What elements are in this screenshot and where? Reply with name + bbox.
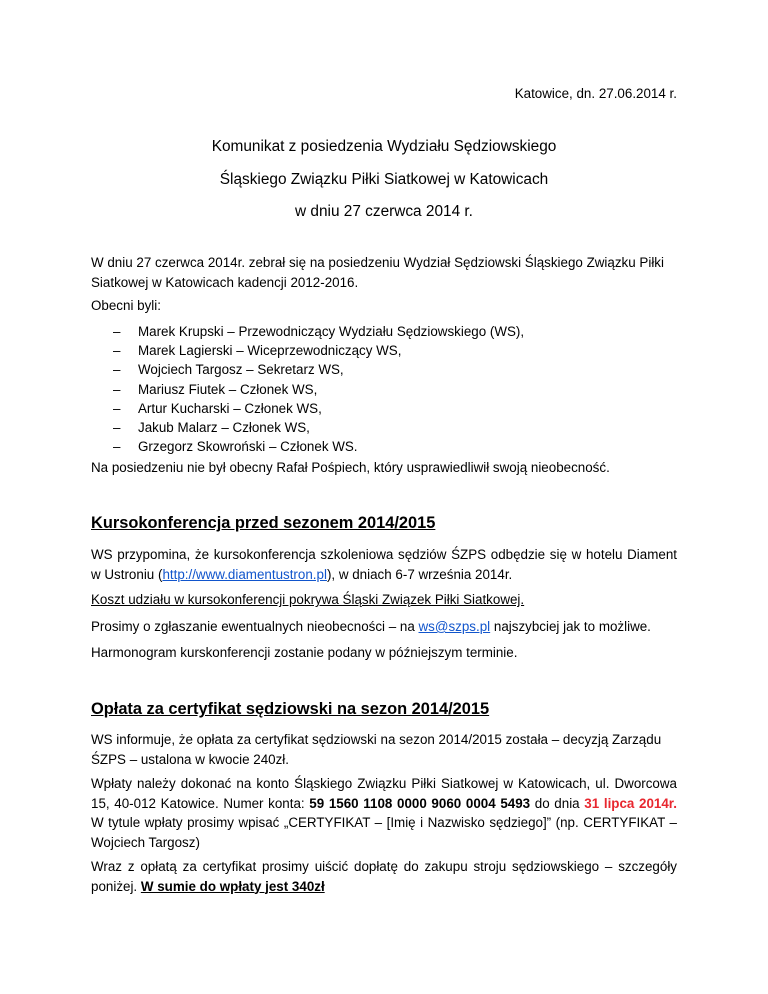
member-text: Artur Kucharski – Członek WS,	[138, 400, 322, 416]
member-text: Mariusz Fiutek – Członek WS,	[138, 381, 318, 397]
member-text: Jakub Malarz – Członek WS,	[138, 419, 310, 435]
member-text: Wojciech Targosz – Sekretarz WS,	[138, 362, 344, 378]
section1-cost-note: Koszt udziału w kursokonferencji pokrywa Śląski Związek Piłki Siatkowej.	[91, 592, 525, 607]
member-item	[91, 437, 677, 456]
section2-paragraph-1: WS informuje, że opłata za certyfikat sędziowski na sezon 2014/2015 została – decyzją Zarządu ŚZPS – ustalona w kwocie 240zł.	[91, 732, 662, 767]
member-item	[91, 360, 677, 379]
dash-bullet-icon: –	[113, 362, 121, 378]
members-list	[91, 322, 677, 456]
member-text: Marek Krupski – Przewodniczący Wydziału Sędziowskiego (WS),	[138, 324, 525, 339]
absence-note: Na posiedzeniu nie był obecny Rafał Pośpiech, który usprawiedliwił swoją nieobecność.	[91, 460, 610, 475]
hotel-website-link[interactable]: http://www.diamentustron.pl	[162, 566, 327, 582]
member-item	[91, 380, 677, 399]
member-item	[91, 341, 677, 360]
section-heading-oplata: Opłata za certyfikat sędziowski na sezon 2014/2015	[91, 700, 490, 718]
dash-bullet-icon: –	[113, 400, 121, 416]
payment-deadline: 31 lipca 2014r.	[584, 795, 677, 811]
member-text: Grzegorz Skowroński – Członek WS.	[138, 439, 358, 455]
document-date: Katowice, dn. 27.06.2014 r.	[514, 86, 677, 101]
section1-paragraph-1: WS przypomina, że kursokonferencja szkoleniowa sędziów ŚZPS odbędzie się w hotelu Diament w Ustroniu (http://www.diamentustron.pl), w dniach 6-7 września 2014r.	[91, 547, 677, 582]
section1-paragraph-3: Prosimy o zgłaszanie ewentualnych nieobecności – na ws@szps.pl najszybciej jak to możliwe.	[91, 619, 651, 634]
section1-paragraph-4: Harmonogram kurskonferencji zostanie podany w późniejszym terminie.	[91, 645, 518, 660]
dash-bullet-icon: –	[113, 381, 121, 397]
dash-bullet-icon: –	[113, 324, 121, 339]
bank-account-number: 59 1560 1108 0000 9060 0004 5493	[309, 795, 531, 811]
section-heading-kursokonferencja: Kursokonferencja przed sezonem 2014/2015	[91, 514, 436, 532]
present-label: Obecni byli:	[91, 298, 161, 313]
section2-paragraph-3: Wraz z opłatą za certyfikat prosimy uiścić dopłatę do zakupu stroju sędziowskiego – szczegóły poniżej. W sumie do wpłaty jest 340zł	[91, 859, 677, 894]
title-line-3: w dniu 27 czerwca 2014 r.	[295, 203, 473, 220]
member-item	[91, 418, 677, 437]
title-line-1: Komunikat z posiedzenia Wydziału Sędziowskiego	[211, 138, 557, 155]
member-item	[91, 399, 677, 418]
member-item	[91, 322, 677, 341]
dash-bullet-icon: –	[113, 419, 121, 435]
title-line-2: Śląskiego Związku Piłki Siatkowej w Katowicach	[219, 171, 549, 188]
dash-bullet-icon: –	[113, 343, 121, 359]
section2-paragraph-2: Wpłaty należy dokonać na konto Śląskiego Związku Piłki Siatkowej w Katowicach, ul. Dworcowa 15, 40-012 Katowice. Numer konta: 59 1560 1108 0000 9060 0004 5493 do dnia 31 lipca 2014r. W tytule wpłaty prosimy wpisać „CERTYFIKAT – [Imię i Nazwisko sędziego]” (np. CERTYFIKAT – Wojciech Targosz)	[91, 776, 677, 850]
dash-bullet-icon: –	[113, 439, 121, 455]
intro-paragraph: W dniu 27 czerwca 2014r. zebrał się na posiedzeniu Wydział Sędziowski Śląskiego Związku Piłki Siatkowej w Katowicach kadencji 2012-2016.	[91, 255, 664, 290]
member-text: Marek Lagierski – Wiceprzewodniczący WS,	[138, 343, 402, 359]
total-amount-note: W sumie do wpłaty jest 340zł	[140, 878, 325, 894]
email-link[interactable]: ws@szps.pl	[418, 619, 491, 634]
